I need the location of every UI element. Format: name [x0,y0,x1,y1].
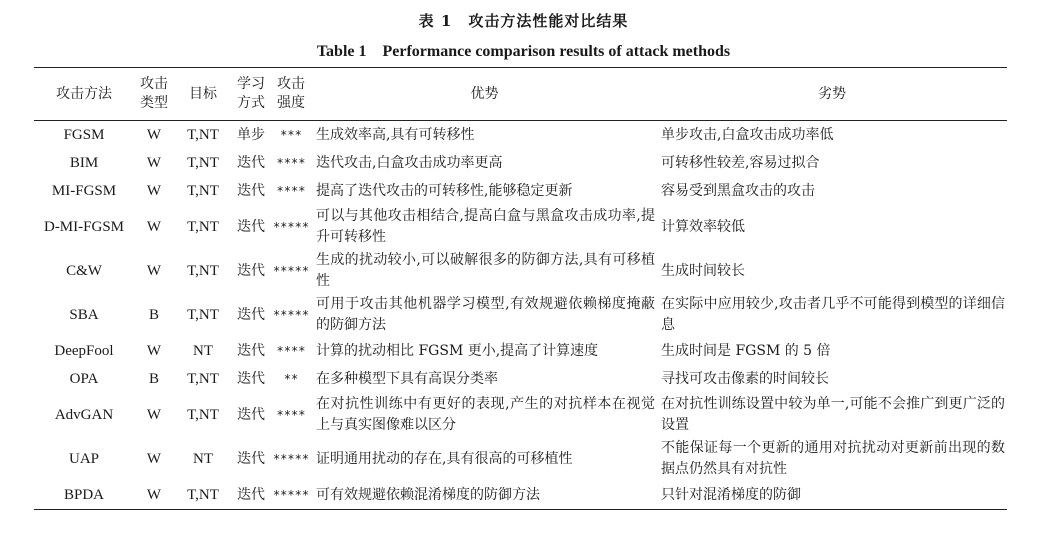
cell-learning: 迭代 [237,154,265,171]
cell-learning: 迭代 [237,486,265,503]
cell-type: W [146,486,162,503]
cell-strength: **** [276,343,306,358]
cell-strength: ***** [272,307,310,322]
cell-advantage: 在对抗性训练中有更好的表现,产生的对抗样本在视觉上与真实图像难以区分 [316,396,655,433]
cell-disadvantage: 容易受到黑盒攻击的攻击 [661,182,815,199]
table-row [34,393,1007,437]
cell-learning: 单步 [237,126,265,143]
cell-strength: *** [280,127,302,142]
cell-type: W [146,450,162,467]
cell-advantage: 生成效率高,具有可转移性 [316,126,475,143]
cell-type: W [146,126,162,143]
header-strength: 攻击 强度 [277,76,305,111]
table-row [34,437,1007,481]
table-row [34,481,1007,510]
cell-method: FGSM [63,126,105,143]
cell-learning: 迭代 [237,342,265,359]
cell-method: DeepFool [54,342,114,359]
cell-advantage: 迭代攻击,白盒攻击成功率更高 [316,154,503,171]
table-row [34,121,1007,150]
cell-learning: 迭代 [237,406,265,423]
cell-advantage: 在多种模型下具有高误分类率 [316,370,498,387]
cell-disadvantage: 只针对混淆梯度的防御 [661,486,801,503]
cell-method: AdvGAN [54,406,114,423]
header-advantage: 优势 [470,85,499,102]
cell-strength: ** [283,371,299,386]
cell-method: OPA [69,370,99,387]
cell-strength: ***** [272,451,310,466]
cell-strength: **** [276,183,306,198]
cell-disadvantage: 寻找可攻击像素的时间较长 [661,370,829,387]
cell-learning: 迭代 [237,262,265,279]
cell-target: T,NT [187,182,219,199]
header-learning: 学习 方式 [237,76,265,111]
cell-type: W [146,342,162,359]
cell-disadvantage: 在对抗性训练设置中较为单一,可能不会推广到更广泛的设置 [661,396,1005,433]
header-type: 攻击 类型 [140,76,168,111]
table-row [34,365,1007,393]
cell-learning: 迭代 [237,182,265,199]
cell-type: W [146,406,162,423]
cell-target: T,NT [187,154,219,171]
cell-disadvantage: 可转移性较差,容易过拟合 [661,154,820,171]
cell-advantage: 生成的扰动较小,可以破解很多的防御方法,具有可移植性 [316,252,655,289]
cell-type: W [146,182,162,199]
table-caption-cn: 表 1 攻击方法性能对比结果 [418,12,629,30]
cell-strength: ***** [272,219,310,234]
cell-advantage: 证明通用扰动的存在,具有很高的可移植性 [316,450,573,467]
table-row [34,337,1007,365]
cell-strength: **** [276,155,306,170]
cell-advantage: 提高了迭代攻击的可转移性,能够稳定更新 [316,182,573,199]
cell-learning: 迭代 [237,370,265,387]
table-header-row [34,68,1007,121]
cell-learning: 迭代 [237,306,265,323]
table-row [34,149,1007,177]
table-caption-en: Table 1 Performance comparison results of attack methods [316,43,731,60]
cell-method: UAP [68,450,99,467]
table-row [34,293,1007,337]
cell-type: W [146,154,162,171]
cell-strength: ***** [272,263,310,278]
cell-target: T,NT [187,406,219,423]
cell-disadvantage: 计算效率较低 [661,218,745,235]
cell-type: B [148,370,159,387]
cell-advantage: 可以与其他攻击相结合,提高白盒与黑盒攻击成功率,提升可转移性 [316,208,655,245]
cell-learning: 迭代 [237,450,265,467]
cell-advantage: 可用于攻击其他机器学习模型,有效规避依赖梯度掩蔽的防御方法 [316,296,655,333]
cell-disadvantage: 生成时间是 FGSM 的 5 倍 [661,342,831,359]
cell-disadvantage: 单步攻击,白盒攻击成功率低 [661,126,834,143]
attack-comparison-table [34,67,1007,510]
cell-target: T,NT [187,486,219,503]
cell-strength: **** [276,407,306,422]
cell-advantage: 可有效规避依赖混淆梯度的防御方法 [316,486,540,503]
table-row [34,205,1007,249]
cell-target: T,NT [187,262,219,279]
cell-target: NT [193,450,213,467]
cell-method: MI-FGSM [51,182,117,199]
table-row [34,249,1007,293]
cell-method: SBA [69,306,99,323]
cell-type: W [146,262,162,279]
cell-method: C&W [66,262,102,279]
cell-target: T,NT [187,370,219,387]
cell-target: T,NT [187,306,219,323]
cell-method: BPDA [63,486,104,503]
cell-target: T,NT [187,218,219,235]
cell-type: B [148,306,159,323]
header-disadvantage: 劣势 [818,85,846,102]
cell-disadvantage: 在实际中应用较少,攻击者几乎不可能得到模型的详细信息 [661,296,1005,333]
cell-disadvantage: 不能保证每一个更新的通用对抗扰动对更新前出现的数据点仍然具有对抗性 [661,440,1005,477]
cell-type: W [146,218,162,235]
cell-target: T,NT [187,126,219,143]
cell-method: BIM [69,154,99,171]
cell-advantage: 计算的扰动相比 FGSM 更小,提高了计算速度 [316,342,599,359]
cell-disadvantage: 生成时间较长 [661,262,745,279]
cell-method: D-MI-FGSM [43,218,124,235]
cell-target: NT [193,342,213,359]
header-method: 攻击方法 [56,85,112,102]
header-target: 目标 [189,85,217,102]
cell-strength: ***** [272,487,310,502]
table-row [34,177,1007,205]
cell-learning: 迭代 [237,218,265,235]
